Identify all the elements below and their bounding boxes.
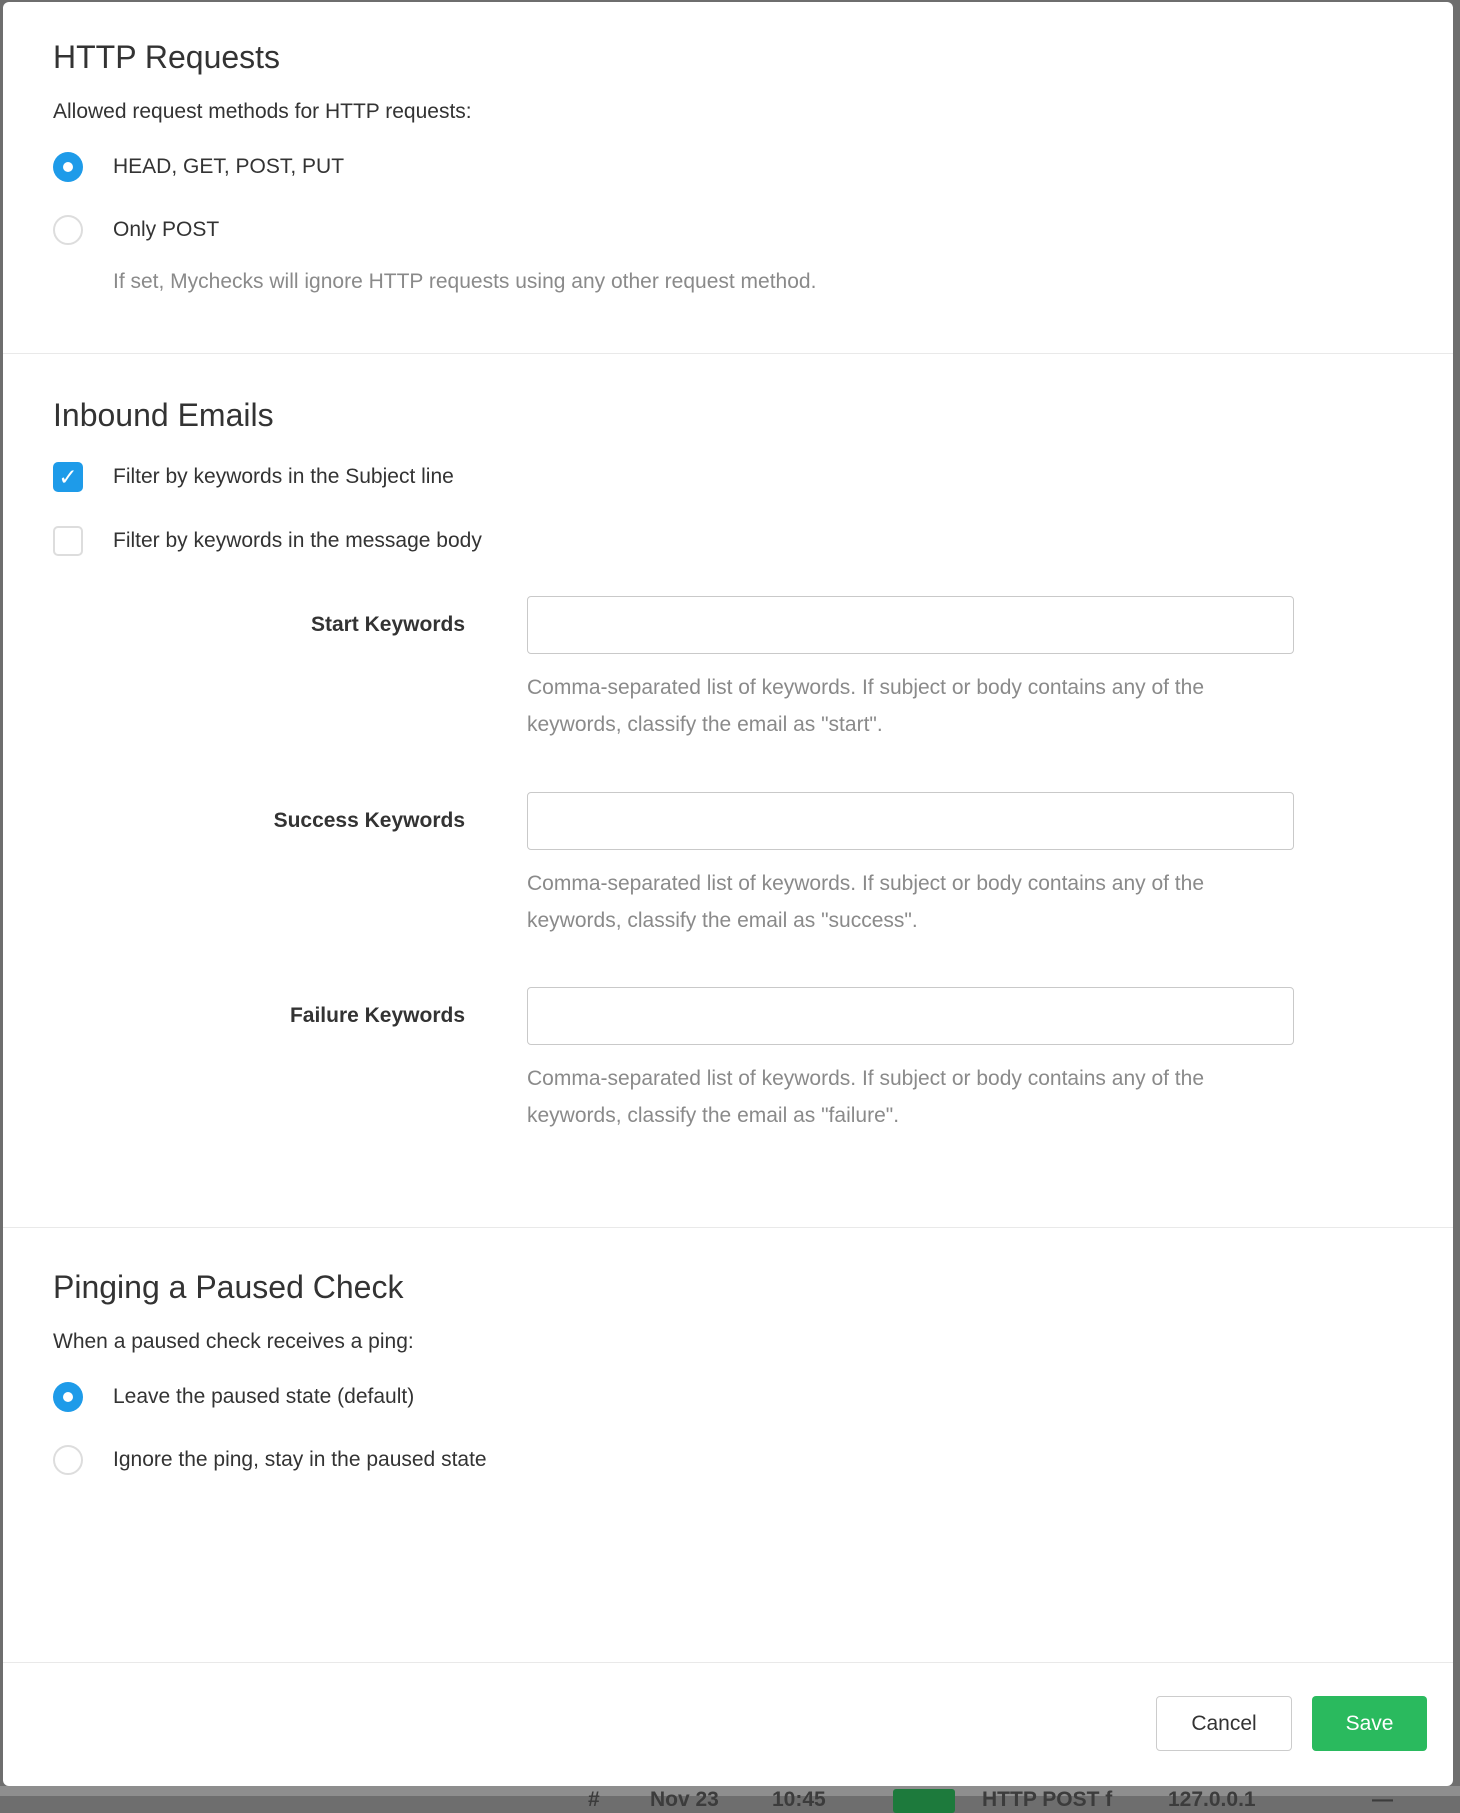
section-http-requests xyxy=(3,2,1453,353)
success-keywords-help: Comma-separated list of keywords. If subject or body contains any of the keywords, classify the email as "success". xyxy=(527,871,1204,932)
bg-row-date: Nov 23 xyxy=(650,1788,719,1811)
radio-option-ignore-ping[interactable] xyxy=(53,1445,1403,1475)
failure-keywords-input[interactable] xyxy=(527,987,1294,1045)
section-inbound-emails xyxy=(3,353,1453,1227)
settings-modal xyxy=(3,2,1453,1786)
radio-option-label: HEAD, GET, POST, PUT xyxy=(113,155,345,179)
bg-row-method: HTTP POST f xyxy=(982,1788,1113,1811)
checkbox-label: Filter by keywords in the Subject line xyxy=(113,465,454,489)
cancel-button[interactable]: Cancel xyxy=(1156,1696,1292,1751)
radio-option-leave-paused[interactable] xyxy=(53,1382,1403,1412)
bg-row-dash: — xyxy=(1372,1788,1393,1811)
checkbox-unchecked-icon[interactable] xyxy=(53,526,83,556)
failure-keywords-help: Comma-separated list of keywords. If subject or body contains any of the keywords, classify the email as "failure". xyxy=(527,1067,1204,1128)
http-requests-title: HTTP Requests xyxy=(53,39,281,75)
section-pinging-paused xyxy=(3,1227,1453,1662)
success-keywords-input[interactable] xyxy=(527,792,1294,850)
bg-row-time: 10:45 xyxy=(772,1788,826,1811)
pinging-paused-subtitle: When a paused check receives a ping: xyxy=(53,1330,414,1354)
radio-option-label: Leave the paused state (default) xyxy=(113,1385,415,1409)
checkbox-filter-body[interactable] xyxy=(53,526,1403,556)
radio-selected-icon[interactable] xyxy=(53,152,83,182)
http-requests-help-text: If set, Mychecks will ignore HTTP requests using any other request method. xyxy=(113,270,817,294)
success-keywords-label: Success Keywords xyxy=(273,808,465,832)
radio-option-label: Ignore the ping, stay in the paused state xyxy=(113,1448,487,1472)
checkbox-checked-icon[interactable] xyxy=(53,462,83,492)
form-row-start-keywords xyxy=(53,596,1403,654)
modal-footer xyxy=(3,1662,1453,1786)
inbound-emails-title: Inbound Emails xyxy=(53,396,274,433)
bg-row-hash: # xyxy=(588,1788,600,1811)
status-badge xyxy=(893,1789,955,1813)
failure-keywords-label: Failure Keywords xyxy=(289,1004,465,1028)
checkbox-filter-subject[interactable] xyxy=(53,462,1403,492)
radio-option-head-get-post-put[interactable] xyxy=(53,152,1403,182)
radio-unselected-icon[interactable] xyxy=(53,1445,83,1475)
radio-option-only-post[interactable] xyxy=(53,215,1403,245)
start-keywords-input[interactable] xyxy=(527,596,1294,654)
form-row-failure-keywords xyxy=(53,987,1403,1045)
form-row-success-keywords xyxy=(53,792,1403,850)
checkbox-label: Filter by keywords in the message body xyxy=(113,529,482,553)
save-button[interactable]: Save xyxy=(1312,1696,1427,1751)
bg-row-ip: 127.0.0.1 xyxy=(1168,1788,1256,1811)
radio-option-label: Only POST xyxy=(113,218,220,242)
radio-selected-icon[interactable] xyxy=(53,1382,83,1412)
start-keywords-label: Start Keywords xyxy=(310,613,465,637)
radio-unselected-icon[interactable] xyxy=(53,215,83,245)
http-requests-subtitle: Allowed request methods for HTTP requests: xyxy=(53,100,472,124)
pinging-paused-title: Pinging a Paused Check xyxy=(53,1268,404,1305)
dimmed-background-row xyxy=(0,1786,1460,1811)
start-keywords-help: Comma-separated list of keywords. If subject or body contains any of the keywords, classify the email as "start". xyxy=(527,676,1204,737)
